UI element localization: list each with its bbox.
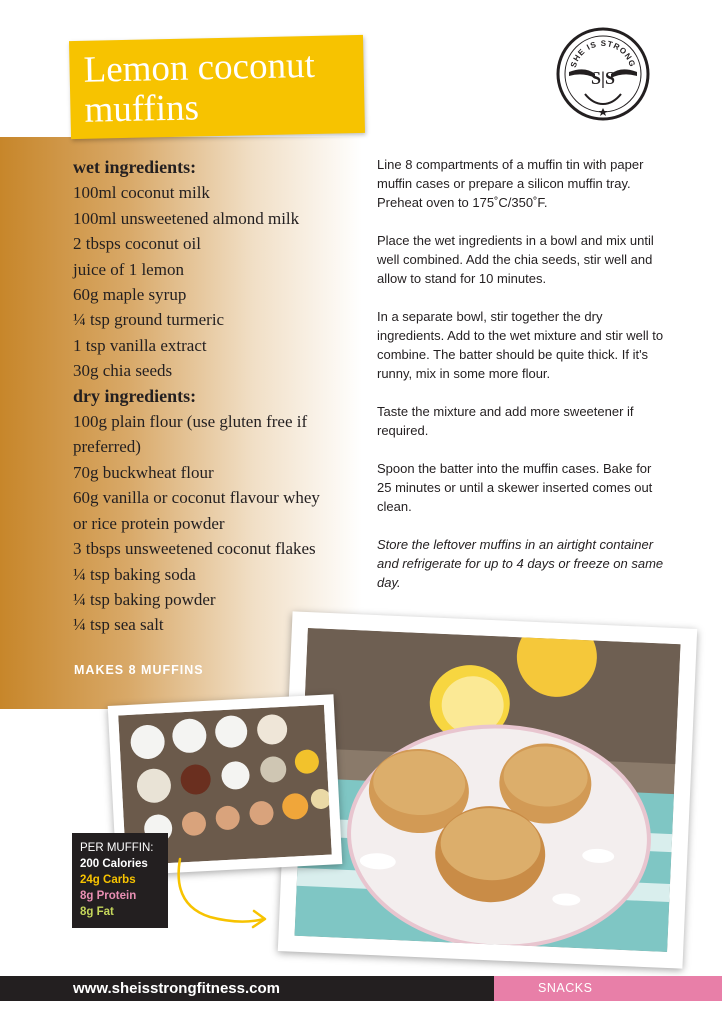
nutrition-carbs: 24g Carbs	[80, 874, 136, 886]
ingredient-item: 60g vanilla or coconut flavour whey	[73, 488, 320, 508]
recipe-title	[83, 45, 365, 131]
ingredient-item: 100g plain flour (use gluten free if	[73, 412, 308, 432]
ingredient-item: 2 tbsps coconut oil	[73, 234, 201, 254]
ingredient-item: 30g chia seeds	[73, 361, 173, 381]
she-is-strong-logo	[555, 26, 651, 122]
ingredient-item: 100ml coconut milk	[73, 183, 210, 203]
ingredient-item: 1 tsp vanilla extract	[73, 335, 207, 355]
logo-text: SHE IS STRONG	[568, 38, 638, 69]
title-line-2: muffins	[84, 87, 200, 131]
nutrition-protein: 8g Protein	[80, 890, 137, 902]
arrow-icon	[170, 855, 270, 935]
footer-bar	[0, 976, 722, 1001]
website-link[interactable]: www.sheisstrongfitness.com	[0, 976, 494, 1001]
method-step: Place the wet ingredients in a bowl and mix until well combined. Add the chia seeds, stir well and allow to stand for 10 minutes.	[377, 233, 654, 286]
method-step: Line 8 compartments of a muffin tin with paper muffin cases or prepare a silicon muffin tray. Preheat oven to 175˚C/350˚F.	[377, 157, 644, 210]
method-step: Spoon the batter into the muffin cases. Bake for 25 minutes or until a skewer inserted comes out clean.	[377, 461, 653, 514]
nutrition-calories: 200 Calories	[80, 858, 148, 870]
muffins-photo	[278, 611, 697, 968]
method-step: Taste the mixture and add more sweetener if required.	[377, 404, 634, 438]
title-banner	[69, 35, 365, 139]
logo-monogram: S|S	[591, 68, 615, 88]
ingredient-item: 60g maple syrup	[73, 285, 187, 305]
method-step: In a separate bowl, stir together the dry ingredients. Add to the wet mixture and stir well to combine. The batter should be quite thick. If it's runny, mix in some more flour.	[377, 309, 664, 381]
nutrition-box	[72, 833, 168, 928]
method-steps	[377, 155, 667, 592]
ingredient-item: 3 tbsps unsweetened coconut flakes	[73, 539, 316, 559]
ingredient-item: 100ml unsweetened almond milk	[73, 208, 300, 228]
ingredient-item: ¼ tsp sea salt	[73, 615, 164, 635]
ingredient-item: ¼ tsp ground turmeric	[73, 310, 225, 330]
ingredient-item: 70g buckwheat flour	[73, 462, 214, 482]
ingredient-item: ¼ tsp baking powder	[73, 589, 216, 609]
ingredient-item: or rice protein powder	[73, 513, 225, 533]
ingredient-item: preferred)	[73, 437, 141, 457]
ingredients-list	[73, 155, 363, 638]
ingredient-item: juice of 1 lemon	[73, 259, 184, 279]
category-label: SNACKS	[494, 976, 722, 1001]
title-line-1: Lemon coconut	[83, 44, 316, 91]
dry-ingredients-heading: dry ingredients:	[73, 385, 197, 406]
nutrition-heading: PER MUFFIN:	[80, 842, 154, 854]
ingredient-item: ¼ tsp baking soda	[73, 564, 196, 584]
wet-ingredients-heading: wet ingredients:	[73, 157, 197, 177]
makes-label: MAKES 8 MUFFINS	[74, 663, 204, 677]
nutrition-fat: 8g Fat	[80, 906, 114, 918]
muffins-photo-image	[294, 628, 680, 952]
storage-note: Store the leftover muffins in an airtight container and refrigerate for up to 4 days or freeze on same day.	[377, 537, 664, 590]
